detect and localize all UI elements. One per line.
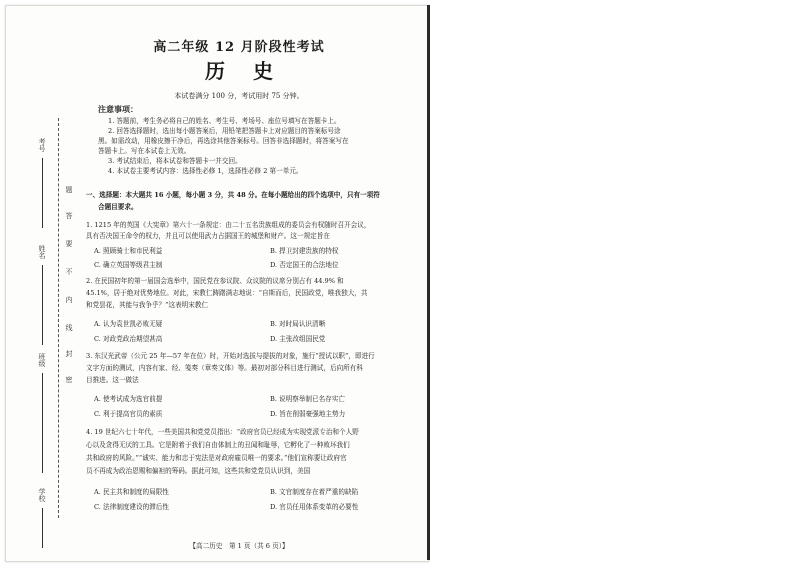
section-heading-cont: 合题目要求。 [98, 203, 138, 211]
question-2-stem: 和党昙花，其能与我争乎？”这表明宋教仁 [86, 301, 209, 309]
question-1-option-b: B. 捍卫封建贵族的特权 [270, 247, 339, 255]
margin-xuexiao-line [42, 508, 43, 548]
seal-char: 题 [65, 186, 73, 193]
margin-kaohao-line [42, 158, 43, 228]
question-2-stem: 2. 在民国初年的第一届国会选举中，国民党在参议院、众议院的议席分别占有 44.9% 和 [86, 277, 344, 285]
question-2-stem: 45.1%，居于绝对优势地位。对此，宋教仁踌躇满志地说：“自斯而后，民国政党，唯我独大，共 [86, 289, 368, 297]
margin-xingming-line [42, 265, 43, 345]
question-3-stem: 目推进。这一做法 [86, 376, 139, 384]
question-3-stem: 文字方面的测试，内容有家、经、笺奏（章奏文体）等。最初对部分科目进行测试，后向所有科 [86, 364, 363, 372]
seal-char: 不 [65, 268, 73, 275]
question-1-option-c: C. 确立英国等级君主制 [94, 261, 163, 269]
question-4-stem: 员不再成为政治恩赐和偏袒的筹码。据此可知，这些共和党党员认识到，美国 [86, 467, 311, 475]
binding-dashed-line [58, 118, 59, 518]
page-edge-shadow [427, 5, 430, 560]
seal-char: 要 [65, 240, 73, 247]
question-4-option-a: A. 民主共和制度的局限性 [94, 488, 169, 496]
notice-line: 答题卡上。写在本试卷上无效。 [98, 147, 191, 155]
margin-banji-label: 班级 [38, 353, 46, 367]
question-3-option-c: C. 利于提高官员的素质 [94, 410, 163, 418]
question-4-stem: 共和政府的风险。”“诚实、能力和忠于宪法是对政府雇员唯一的要求。”他们宣称要让政府官 [86, 454, 347, 462]
seal-char: 内 [65, 296, 73, 303]
question-3-option-b: B. 说明察举制已名存实亡 [270, 395, 345, 403]
question-4-option-b: B. 文官制度存在着严重的缺陷 [270, 488, 359, 496]
seal-char: 线 [65, 324, 73, 331]
question-1-stem: 1. 1215 年的英国《大宪章》第六十一条规定：由二十五名贵族组成的委员会有权随时召开会议， [86, 221, 371, 229]
notice-line: 1. 答题前，考生务必将自己的姓名、考生号、考场号、座位号填写在答题卡上。 [108, 117, 341, 125]
question-1-option-d: D. 否定国王的合法地位 [270, 261, 339, 269]
notice-line: 4. 本试卷主要考试内容：选择性必修 1，选择性必修 2 第一单元。 [108, 167, 303, 175]
question-4-option-c: C. 法律制度建设的滞后性 [94, 503, 169, 511]
exam-subject: 历史 [205, 59, 301, 83]
exam-info: 本试卷满分 100 分，考试用时 75 分钟。 [174, 92, 304, 100]
question-4-option-d: D. 官员任用体系变革的必要性 [270, 503, 359, 511]
margin-xuexiao-label: 学校 [38, 488, 46, 502]
question-4-stem: 心以及贪得无厌的工具。它是附着于我们自由体制上的丑闻和耻辱，它孵化了一种败坏我们 [86, 441, 350, 449]
question-1-stem: 具有否决国王命令的权力，并且可以使用武力占据国王的城堡和财产。这一规定旨在 [86, 232, 330, 240]
question-4-stem: 4. 19 世纪六七十年代，一些美国共和党党员指出：“政府官员已经成为实现党派专治和个人野 [86, 428, 359, 436]
question-2-option-c: C. 对政党政治期望甚高 [94, 335, 163, 343]
notice-line: 2. 回答选择题时，选出每小题答案后，用铅笔把答题卡上对应题目的答案标号涂 [108, 127, 341, 135]
question-3-option-d: D. 旨在削弱豪强地主势力 [270, 410, 346, 418]
margin-kaohao-label: 考号 [38, 138, 46, 152]
question-3-stem: 3. 东汉光武帝（公元 25 年—57 年在位）时，开始对选拔与提拔的对象，施行“授试以职”，即进行 [86, 352, 375, 360]
margin-xingming-label: 姓名 [38, 245, 46, 259]
question-2-option-d: D. 主张改组国民党 [270, 335, 326, 343]
seal-char: 答 [65, 212, 73, 219]
question-1-option-a: A. 照顾骑士和市民利益 [94, 247, 163, 255]
seal-char: 密 [65, 376, 73, 383]
notice-line: 黑。如需改动，用橡皮擦干净后，再选涂其他答案标号。回答非选择题时，将答案写在 [98, 137, 349, 145]
question-3-option-a: A. 使考试成为选官前提 [94, 395, 163, 403]
seal-char: 封 [65, 350, 73, 357]
notice-heading: 注意事项： [98, 104, 138, 114]
page-footer: 【高二历史 第 1 页（共 6 页）】 [189, 542, 289, 550]
notice-line: 3. 考试结束后，将本试卷和答题卡一并交回。 [108, 157, 242, 165]
question-2-option-a: A. 认为袁世凯必败无疑 [94, 320, 163, 328]
exam-title: 高二年级 12 月阶段性考试 [153, 40, 325, 55]
section-heading: 一、选择题：本大题共 16 小题，每小题 3 分，共 48 分。在每小题给出的四个选项中，只有一项符 [86, 191, 380, 199]
question-2-option-b: B. 对时局认识清晰 [270, 320, 326, 328]
margin-banji-line [42, 373, 43, 473]
